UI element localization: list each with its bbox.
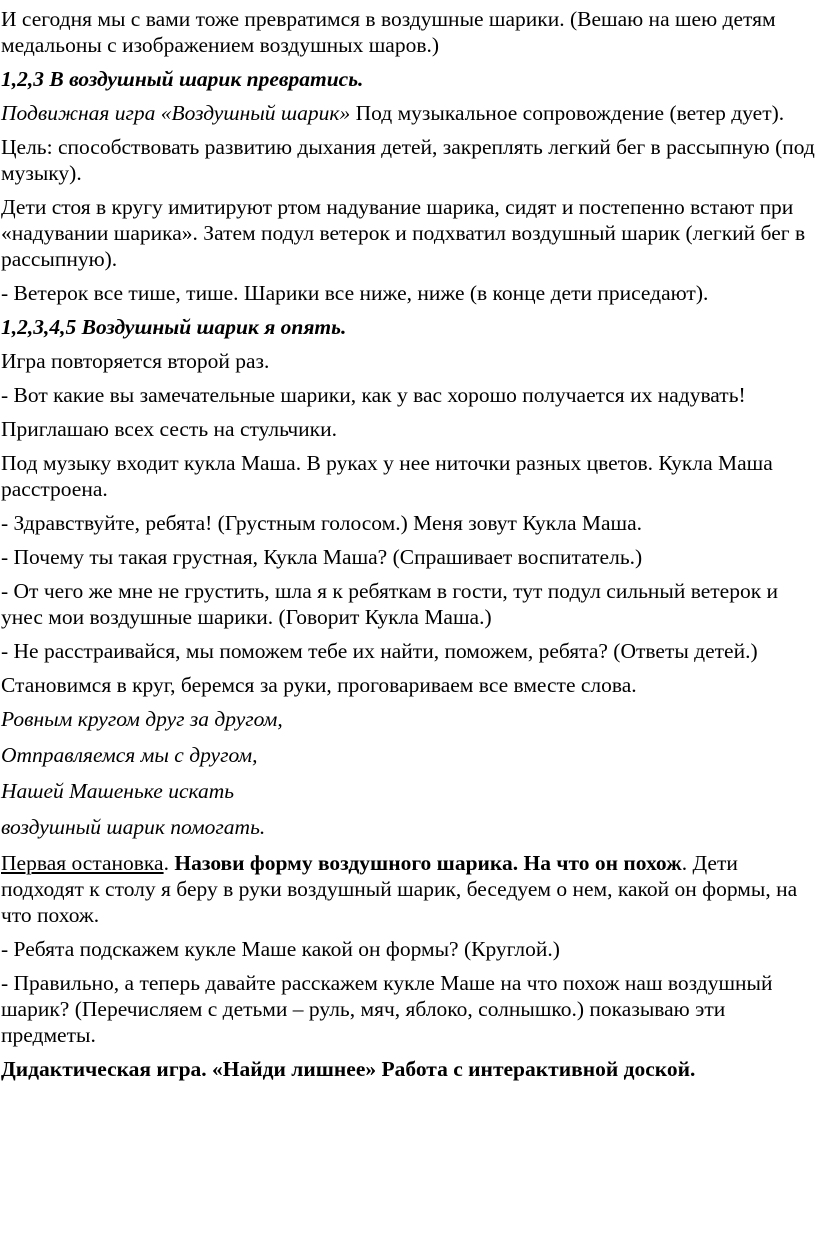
- poem: [1, 706, 816, 840]
- paragraph-doll-answer: - От чего же мне не грустить, шла я к ребяткам в гости, тут подул сильный ветерок и унес мои воздушные шарики. (Говорит Кукла Маша.): [1, 579, 779, 629]
- paragraph-repeat: Игра повторяется второй раз.: [1, 349, 270, 373]
- paragraph-game-title: [1, 100, 816, 126]
- poem-line: воздушный шарик помогать.: [1, 815, 266, 839]
- paragraph-help: - Не расстраивайся, мы поможем тебе их найти, поможем, ребята? (Ответы детей.): [1, 639, 758, 663]
- first-stop-dot: .: [163, 851, 175, 875]
- poem-line: Ровным кругом друг за другом,: [1, 707, 283, 731]
- paragraph-game-description: Дети стоя в кругу имитируют ртом надувание шарика, сидят и постепенно встают при «надувании шарика». Затем подул ветерок и подхватил воздушный шарик (легкий бег в рассыпную).: [1, 195, 806, 271]
- poem-line: Нашей Машеньке искать: [1, 779, 235, 803]
- game-accompaniment: Под музыкальное сопровождение (ветер дует).: [350, 101, 785, 125]
- game-title: Подвижная игра «Воздушный шарик»: [1, 101, 351, 125]
- paragraph-shape-question: - Ребята подскажем кукле Маше какой он формы? (Круглой.): [1, 937, 560, 961]
- paragraph-wind: - Ветерок все тише, тише. Шарики все ниже, ниже (в конце дети приседают).: [1, 281, 709, 305]
- paragraph-similar-objects: - Правильно, а теперь давайте расскажем кукле Маше на что похож наш воздушный шарик? (Перечисляем с детьми – руль, мяч, яблоко, солнышко.) показываю эти предметы.: [1, 971, 773, 1047]
- first-stop-label: Первая остановка: [1, 851, 164, 875]
- heading-didactic-game: Дидактическая игра. «Найди лишнее» Работа с интерактивной доской.: [1, 1057, 696, 1081]
- paragraph-circle: Становимся в круг, беремся за руки, проговариваем все вместе слова.: [1, 673, 637, 697]
- poem-line: Отправляемся мы с другом,: [1, 743, 258, 767]
- first-stop-task-dot: .: [681, 851, 688, 875]
- paragraph-invite: Приглашаю всех сесть на стульчики.: [1, 417, 337, 441]
- heading-counting-1: 1,2,3 В воздушный шарик превратись.: [1, 67, 364, 91]
- heading-counting-2: 1,2,3,4,5 Воздушный шарик я опять.: [1, 315, 347, 339]
- first-stop-task: Назови форму воздушного шарика. На что он похож: [174, 851, 682, 875]
- paragraph-intro: И сегодня мы с вами тоже превратимся в воздушные шарики. (Вешаю на шею детям медальоны с изображением воздушных шаров.): [1, 7, 776, 57]
- paragraph-praise: - Вот какие вы замечательные шарики, как у вас хорошо получается их надувать!: [1, 383, 746, 407]
- first-stop-text: Дети подходят к столу я беру в руки воздушный шарик, беседуем о нем, какой он формы, на что похож.: [1, 851, 798, 927]
- paragraph-first-stop: [1, 850, 816, 928]
- paragraph-doll-enters: Под музыку входит кукла Маша. В руках у нее ниточки разных цветов. Кукла Маша расстроена.: [1, 451, 773, 501]
- paragraph-greeting: - Здравствуйте, ребята! (Грустным голосом.) Меня зовут Кукла Маша.: [1, 511, 643, 535]
- paragraph-question: - Почему ты такая грустная, Кукла Маша? (Спрашивает воспитатель.): [1, 545, 643, 569]
- paragraph-goal: Цель: способствовать развитию дыхания детей, закреплять легкий бег в рассыпную (под музыку).: [1, 135, 815, 185]
